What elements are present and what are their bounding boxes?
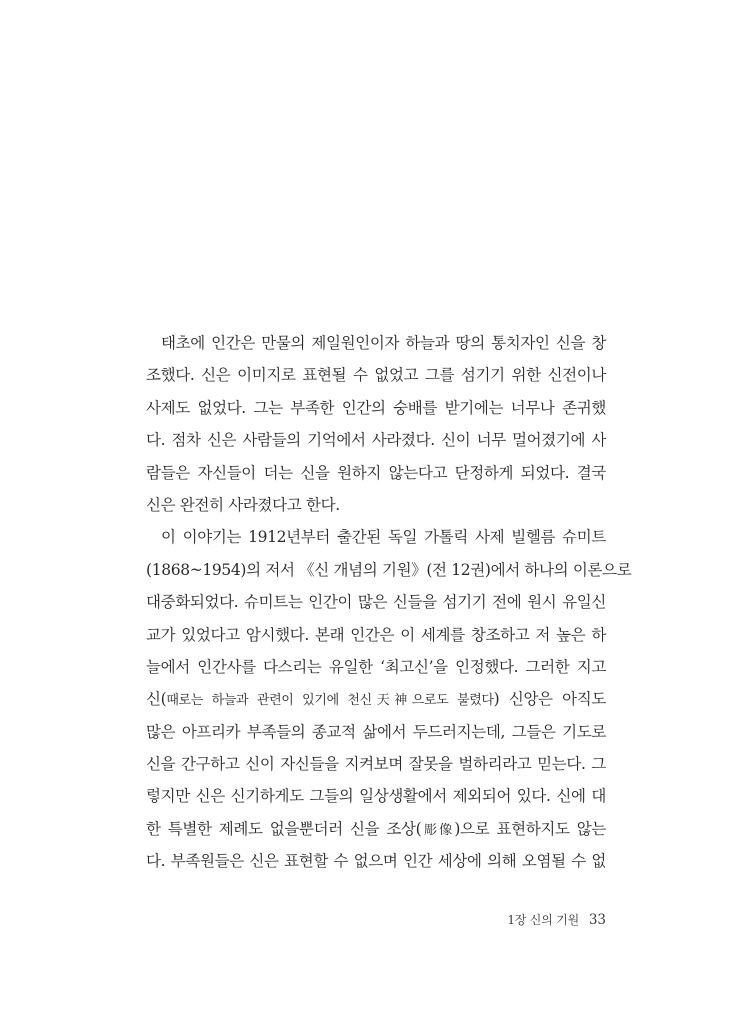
text-line: 신을 간구하고 신이 자신들을 지켜보며 잘못을 벌하리라고 믿는다. 그 — [146, 755, 606, 774]
inline-note: 때로는 하늘과 관련이 있기에 천신天神으로도 불렸다 — [166, 693, 494, 709]
text-line: 사제도 없었다. 그는 부족한 인간의 숭배를 받기에는 너무나 존귀했 — [146, 398, 606, 417]
paragraph-1 — [146, 327, 606, 521]
text-line: (1868~1954)의 저서 《신 개념의 기원》(전 12권)에서 하나의 이론으로 — [146, 560, 632, 579]
text-line: 다. 부족원들은 신은 표현할 수 없으며 인간 세상에 의해 오염될 수 없 — [146, 852, 606, 871]
text-line: 이 이야기는 1912년부터 출간된 독일 가톨릭 사제 빌헬름 슈미트 — [161, 528, 606, 547]
text-line: 많은 아프리카 부족들의 종교적 삶에서 두드러지는데, 그들은 기도로 — [146, 722, 606, 741]
text-line: 다. 점차 신은 사람들의 기억에서 사라졌다. 신이 너무 멀어졌기에 사 — [146, 431, 606, 450]
text-line: 교가 있었다고 암시했다. 본래 인간은 이 세계를 창조하고 저 높은 하 — [146, 625, 606, 644]
text-line: 람들은 자신들이 더는 신을 원하지 않는다고 단정하게 되었다. 결국 — [146, 463, 606, 482]
text-line-with-note — [146, 683, 606, 715]
text-segment: )으로 표현하지도 않는 — [454, 819, 606, 838]
text-line: 대중화되었다. 슈미트는 인간이 많은 신들을 섬기기 전에 원시 유일신 — [146, 593, 606, 612]
body-text — [146, 327, 632, 878]
paragraph-2 — [146, 521, 632, 877]
page-number: 33 — [588, 912, 606, 928]
text-segment: 신( — [146, 690, 167, 709]
page-footer — [507, 911, 606, 928]
text-line: 렇지만 신은 신기하게도 그들의 일상생활에서 제외되어 있다. 신에 대 — [146, 787, 606, 806]
text-segment: 한 특별한 제례도 없을뿐더러 신을 조상( — [146, 819, 422, 838]
running-header-chapter: 1장 신의 기원 — [507, 913, 579, 927]
text-line: 늘에서 인간사를 다스리는 유일한 ‘최고신’을 인정했다. 그러한 지고 — [146, 657, 606, 676]
text-line-with-note — [146, 813, 606, 845]
text-segment: ) 신앙은 아직도 — [493, 690, 607, 709]
text-line: 조했다. 신은 이미지로 표현될 수 없었고 그를 섬기기 위한 신전이나 — [146, 366, 606, 385]
inline-note: 彫像 — [421, 822, 455, 838]
text-line: 신은 완전히 사라졌다고 한다. — [146, 495, 340, 514]
text-line: 태초에 인간은 만물의 제일원인이자 하늘과 땅의 통치자인 신을 창 — [161, 334, 606, 352]
